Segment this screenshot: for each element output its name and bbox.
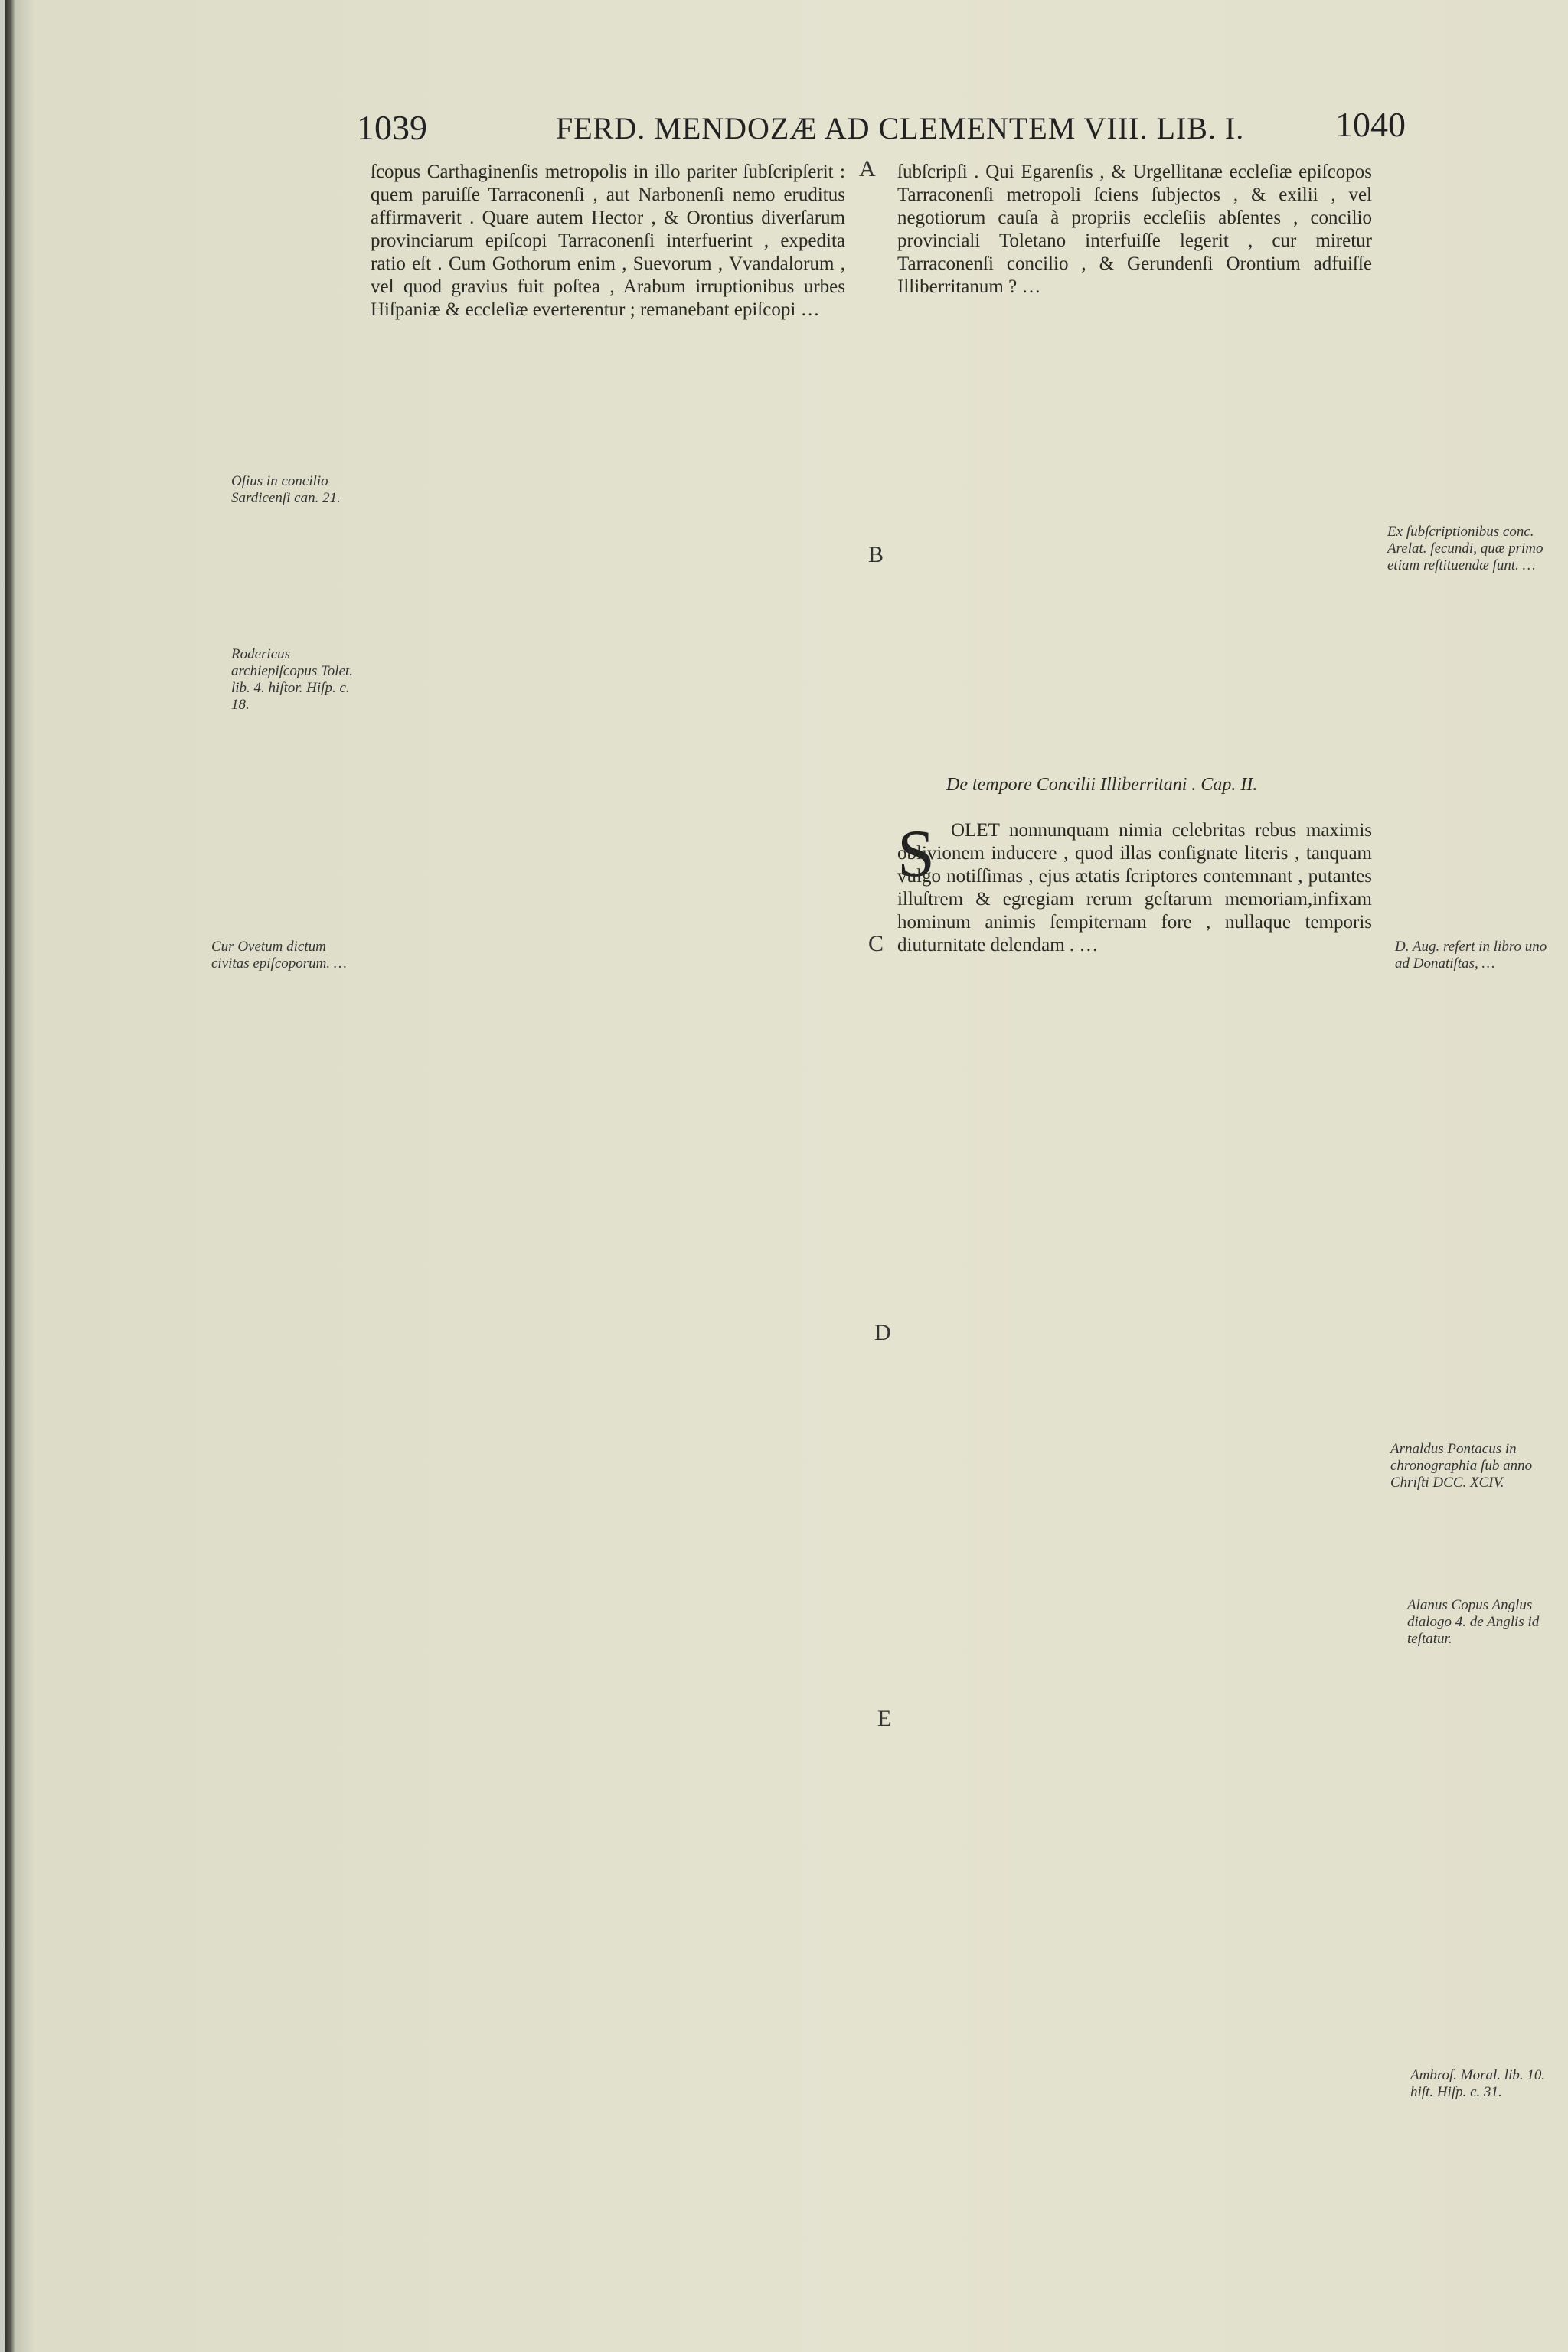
page-number-right: 1040 bbox=[1335, 105, 1406, 144]
margin-note: D. Aug. refert in libro uno ad Donatiſtas, … bbox=[1395, 939, 1551, 972]
margin-note: Alanus Copus Anglus dialogo 4. de Anglis id teſtatur. bbox=[1407, 1597, 1543, 1647]
margin-note: Oſius in concilio Sardicenſi can. 21. bbox=[231, 473, 341, 506]
section-letter-d: D bbox=[874, 1320, 891, 1345]
margin-note: Ambroſ. Moral. lib. 10. hiſt. Hiſp. c. 31. bbox=[1410, 2067, 1549, 2100]
margin-note: Arnaldus Pontacus in chronographia ſub anno Chriſti DCC. XCIV. bbox=[1390, 1441, 1536, 1491]
margin-note: Cur Ovetum dictum civitas epiſcoporum. … bbox=[211, 939, 351, 972]
left-column-text: ſcopus Carthaginenſis metropolis in illo pariter ſubſcripſerit : quem paruiſſe Tarraconenſi , aut Narbonenſi nemo eruditus affirmaverit . Quare autem Hector , & Orontius diverſarum provinciarum epiſcopi Tarraconenſi interfuerint , expedita ratio eſt . Cum Gothorum enim , Suevorum , Vvandalorum , vel quod gravius fuit poſtea , Arabum irruptionibus urbes Hiſpaniæ & eccleſiæ everterentur ; remanebant epiſcopi … bbox=[371, 162, 851, 320]
section-letter-b: B bbox=[868, 542, 884, 567]
section-letter-e: E bbox=[877, 1706, 892, 1731]
running-header bbox=[357, 105, 1406, 153]
right-column-chapter-text: OLET nonnunquam nimia celebritas rebus maximis oblivionem inducere , quod illas conſignate literis , tanquam vulgo notiſſimas , ejus ætatis ſcriptores contemnant , putantes illuſtrem & egregiam rerum geſtarum memoriam,infixam hominum animis ſempiternam fore , nullaque temporis diuturnitate delendam . … bbox=[897, 820, 1377, 956]
chapter-heading: De tempore Concilii Illiberritani . Cap. II. bbox=[946, 775, 1258, 795]
right-column-top-text: ſubſcripſi . Qui Egarenſis , & Urgellitanæ eccleſiæ epiſcopos Tarraconenſi metropoli ſciens ſubjectos , & exilii , vel negotiorum cauſa à propriis eccleſiis abſentes , concilio provinciali Toletano interfuiſſe legerit , cur miretur Tarraconenſi concilio , & Gerundenſi Orontium adfuiſſe Illiberritanum ? … bbox=[897, 162, 1377, 297]
page-number-left: 1039 bbox=[357, 108, 427, 147]
drop-cap: S bbox=[897, 817, 935, 891]
section-letter-a: A bbox=[859, 156, 876, 181]
margin-note: Rodericus archiepiſcopus Tolet. lib. 4. hiſtor. Hiſp. c. 18. bbox=[231, 646, 357, 713]
section-letter-c: C bbox=[868, 931, 884, 956]
margin-note: Ex ſubſcriptionibus conc. Arelat. ſecundi, quæ primo etiam reſtituendæ ſunt. … bbox=[1387, 524, 1547, 573]
running-title: FERD. MENDOZÆ AD CLEMENTEM VIII. LIB. I. bbox=[556, 111, 1245, 145]
book-page bbox=[5, 0, 1568, 2352]
